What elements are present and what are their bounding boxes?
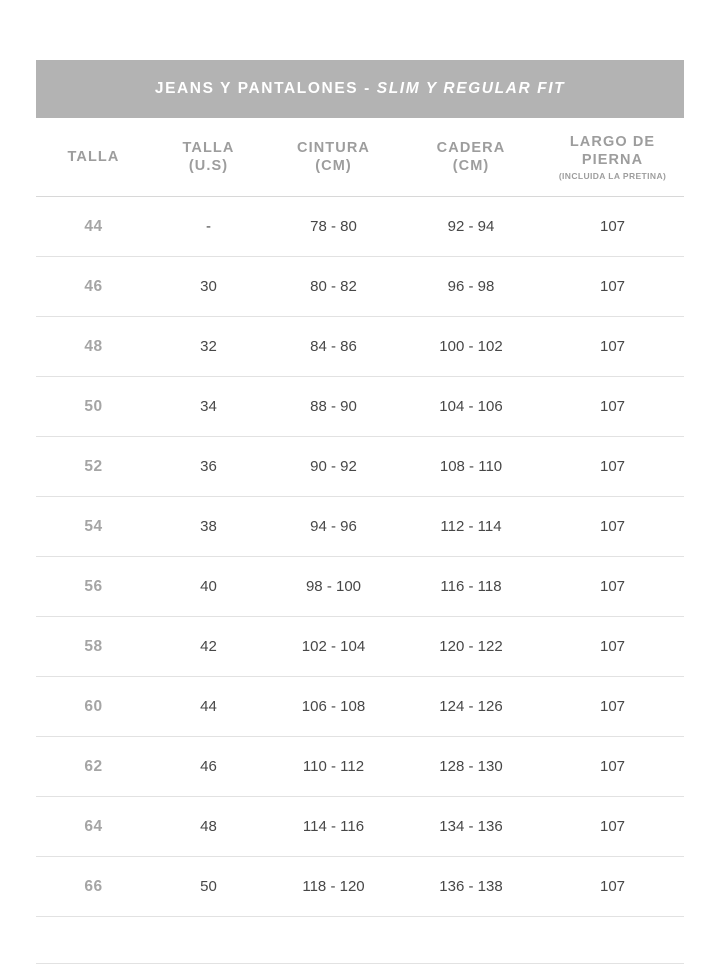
cell-cadera: 128 - 130 [401,737,541,797]
table-row [36,497,684,557]
banner-title-main: JEANS Y PANTALONES - [154,80,377,97]
table-row [36,797,684,857]
column-header-largo-note: (INCLUIDA LA PRETINA) [558,170,667,181]
cell-cadera: 100 - 102 [401,317,541,377]
cell-largo: 107 [541,257,684,317]
cell-talla: 52 [36,437,151,497]
cell-cintura: 106 - 108 [266,677,401,737]
column-header-cintura [266,118,401,197]
cell-cintura: 98 - 100 [266,557,401,617]
cell-talla-us: 44 [151,677,266,737]
column-header-talla-us [151,118,266,197]
table-row [36,377,684,437]
cell-talla: 64 [36,797,151,857]
header-row [36,118,684,197]
table-row [36,317,684,377]
cell-talla-us: - [151,197,266,257]
cell-cintura: 114 - 116 [266,797,401,857]
cell-largo: 107 [541,857,684,917]
column-header-largo-pierna [541,118,684,197]
table-banner [36,60,684,118]
cell-cintura: 110 - 112 [266,737,401,797]
cell-talla-us: 34 [151,377,266,437]
banner-title [36,60,684,118]
cell-cintura: 80 - 82 [266,257,401,317]
cell-talla: 48 [36,317,151,377]
table-row [36,257,684,317]
cell-cadera: 136 - 138 [401,857,541,917]
cell-talla: 60 [36,677,151,737]
cell-talla-us: 32 [151,317,266,377]
table-row [36,617,684,677]
column-header-talla-us-line1: TALLA [182,139,235,156]
cell-cintura: 88 - 90 [266,377,401,437]
cell-talla-us: 38 [151,497,266,557]
cell-talla-us: 36 [151,437,266,497]
table-row [36,677,684,737]
cell-talla: 46 [36,257,151,317]
cell-talla-us: 40 [151,557,266,617]
column-header-largo-line1: LARGO DE [569,133,656,150]
cell-largo: 107 [541,497,684,557]
column-header-cadera-line1: CADERA [436,139,506,156]
column-header-talla [36,118,151,197]
cell-talla-us: 46 [151,737,266,797]
cell-cadera: 112 - 114 [401,497,541,557]
cell-largo: 107 [541,437,684,497]
column-header-cadera [401,118,541,197]
cell-talla-us: 50 [151,857,266,917]
cell-talla-us: 42 [151,617,266,677]
column-header-cintura-line2: (CM) [315,158,352,174]
cell-cadera: 134 - 136 [401,797,541,857]
cell-cintura: 94 - 96 [266,497,401,557]
column-header-cadera-line2: (CM) [452,158,490,174]
column-header-talla-line1: TALLA [67,148,120,165]
cell-largo: 107 [541,617,684,677]
cell-talla-us: 30 [151,257,266,317]
cell-talla: 44 [36,197,151,257]
cell-cadera: 108 - 110 [401,437,541,497]
cell-talla: 66 [36,857,151,917]
table-row [36,557,684,617]
banner-row [36,60,684,118]
cell-largo: 107 [541,737,684,797]
table-body [36,197,684,917]
cell-largo: 107 [541,677,684,737]
cell-cadera: 96 - 98 [401,257,541,317]
table-row [36,437,684,497]
column-header-largo-line2: PIERNA [581,151,644,168]
cell-cadera: 104 - 106 [401,377,541,437]
cell-cintura: 84 - 86 [266,317,401,377]
cell-cadera: 116 - 118 [401,557,541,617]
size-chart-table [36,60,684,917]
cell-cintura: 118 - 120 [266,857,401,917]
cell-talla: 54 [36,497,151,557]
cell-cintura: 90 - 92 [266,437,401,497]
cell-largo: 107 [541,797,684,857]
cell-cadera: 120 - 122 [401,617,541,677]
cell-cadera: 92 - 94 [401,197,541,257]
table-row [36,737,684,797]
column-header-talla-us-line2: (U.S) [188,158,229,174]
size-chart-container [36,60,684,964]
cell-talla: 50 [36,377,151,437]
cell-largo: 107 [541,317,684,377]
cell-talla: 58 [36,617,151,677]
cell-cadera: 124 - 126 [401,677,541,737]
cell-largo: 107 [541,197,684,257]
table-row [36,857,684,917]
table-row [36,197,684,257]
cell-talla-us: 48 [151,797,266,857]
cell-talla: 56 [36,557,151,617]
cell-largo: 107 [541,377,684,437]
cell-cintura: 102 - 104 [266,617,401,677]
table-column-headers [36,118,684,197]
cell-largo: 107 [541,557,684,617]
column-header-cintura-line1: CINTURA [297,139,370,156]
cell-talla: 62 [36,737,151,797]
banner-title-italic: SLIM Y REGULAR FIT [376,80,566,97]
cell-cintura: 78 - 80 [266,197,401,257]
